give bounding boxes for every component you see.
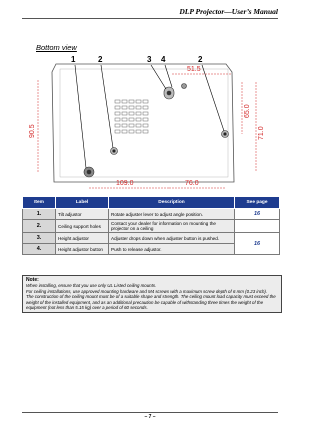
dim-bottom-right: 76.0 [185,180,199,187]
note-title: Note: [26,277,39,283]
table-row [23,209,280,220]
note-line: When installing, ensure that you use only UL Listed ceiling mounts. [26,283,157,289]
row-description: Contact your dealer for information on mounting the projector on a ceiling [109,220,235,233]
page-header: DLP Projector—User’s Manual [22,6,278,19]
row-item: 3. [23,233,56,244]
header-label: Label [56,197,109,209]
table-header-row [23,197,280,209]
table-row [23,233,280,244]
header-see-page: See page [235,197,280,209]
callout-2-right: 2 [198,55,203,64]
row-label: Ceiling support holes [56,220,109,233]
section-title: Bottom view [36,43,77,52]
row-page-link[interactable]: 16 [235,233,280,255]
row-label: Height adjustor [56,233,109,244]
dim-top: 51.5 [187,66,201,73]
dim-left: 90.5 [29,124,36,138]
note-line: The construction of the ceiling mount must be of a suitable shape and strength. The ceiling mount load capacity must exceed the weight of the installed equipment, and as an additional precaution be capable of withstanding three times the weight of the equipment (not less than 5.15 kg) over a period of 60 seconds. [26,294,276,311]
header-description: Description [109,197,235,209]
row-page-link[interactable]: 16 [235,209,280,220]
row-item: 1. [23,209,56,220]
header-item: Item [23,197,56,209]
note-box [22,275,282,313]
row-description: Push to release adjustor. [109,244,235,255]
projector-outline [52,64,234,182]
row-label: Tilt adjustor [56,209,109,220]
row-item: 4. [23,244,56,255]
note-line: For ceiling installations, use approved mounting hardware and M4 screws with a maximum screw depth of 6 mm (0.23 inch). [26,288,268,294]
bottom-view-diagram [20,52,282,192]
row-description: Adjuster drops down when adjuster button is pushed. [109,233,235,244]
callout-2: 2 [98,55,103,64]
items-table [22,196,280,255]
row-item: 2. [23,220,56,233]
callout-3: 3 [147,55,152,64]
dim-right-lower: 71.0 [258,126,265,140]
row-page-link [235,220,280,233]
callout-4: 4 [161,55,166,64]
dim-bottom-left: 109.0 [116,180,134,187]
dim-right-upper: 65.0 [244,104,251,118]
page-number: – 7 – [22,412,278,420]
callout-1: 1 [71,55,76,64]
row-description: Rotate adjuster lever to adjust angle position. [109,209,235,220]
table-row [23,220,280,233]
row-label: Height adjustor button [56,244,109,255]
